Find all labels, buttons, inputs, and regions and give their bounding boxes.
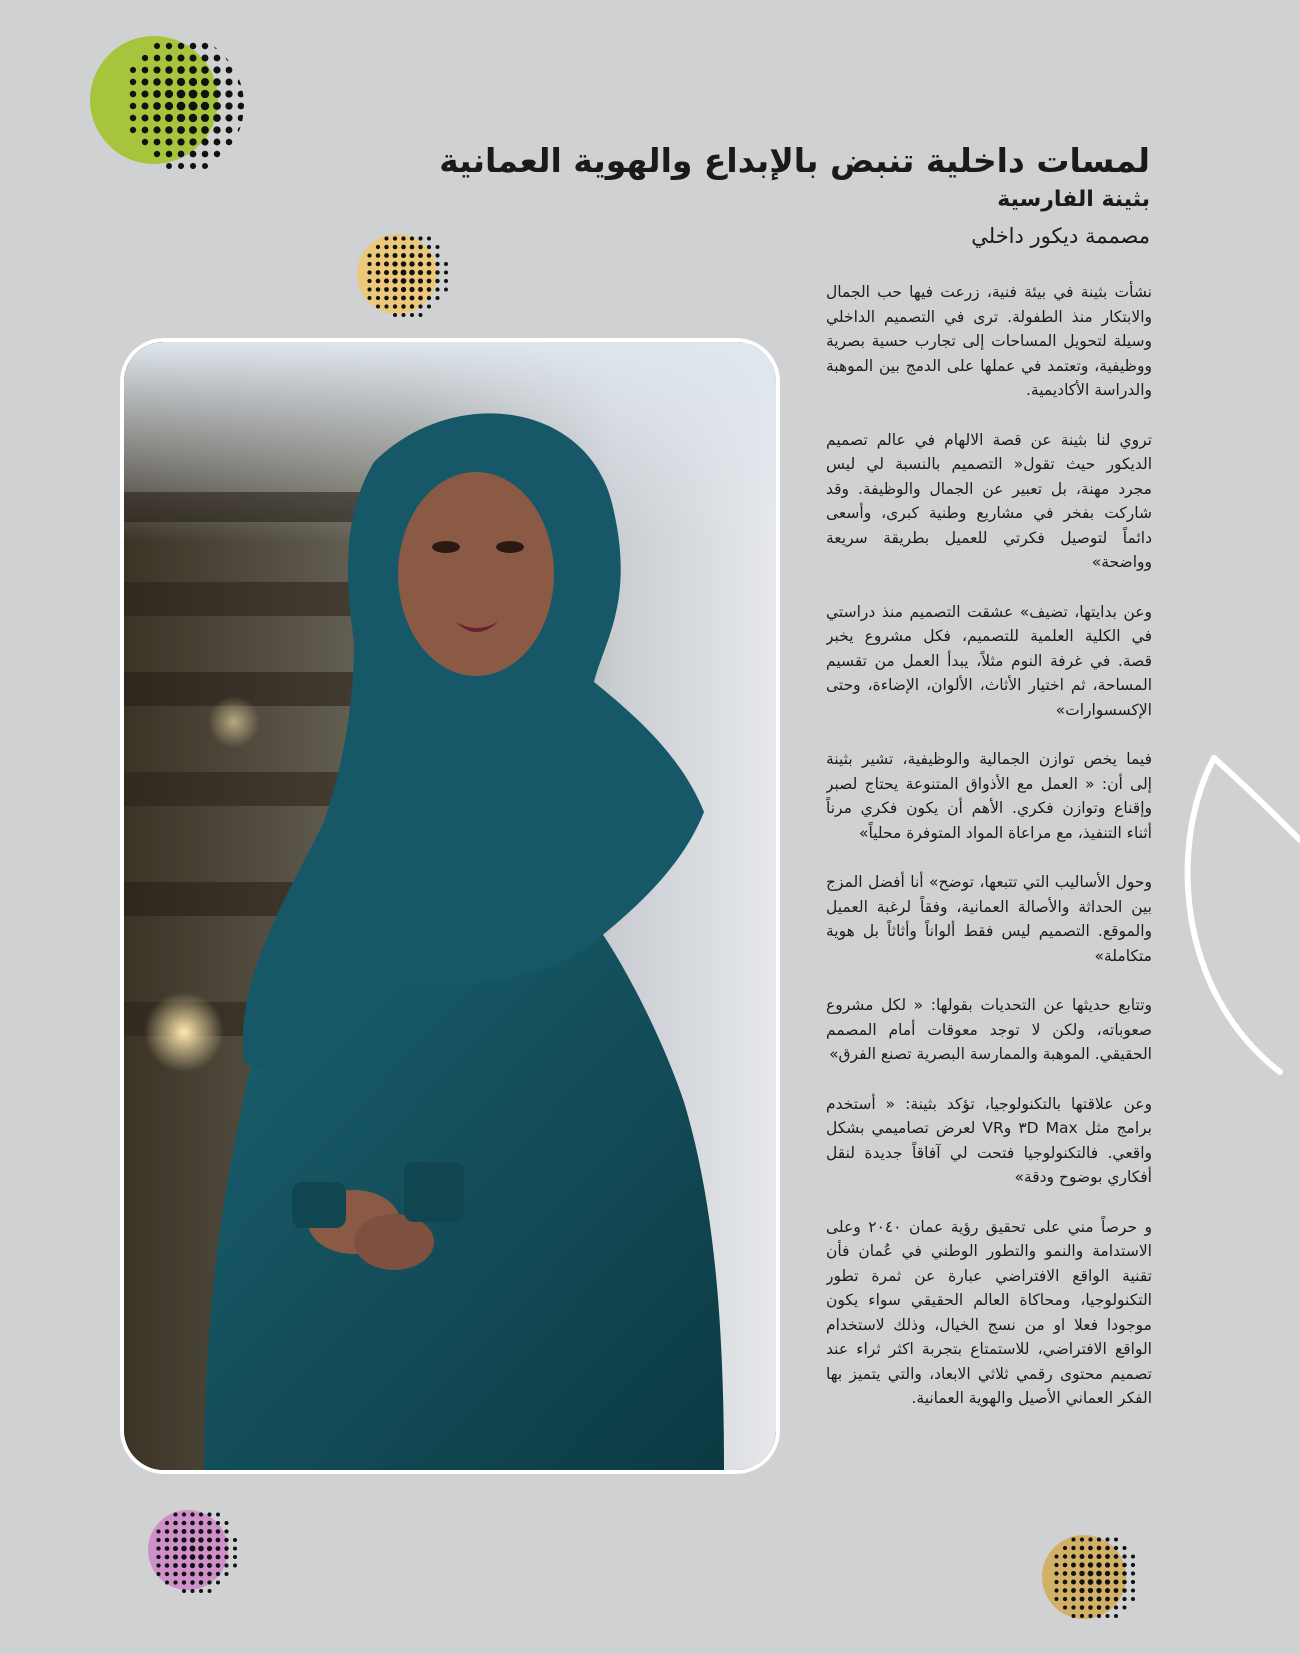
paragraph: وتتابع حديثها عن التحديات بقولها: « لكل مشروع صعوباته، ولكن لا توجد معوقات أمام المصمم الحقيقي. الموهبة والممارسة البصرية تصنع الفرق» xyxy=(826,996,1152,1063)
gold-dots-badge xyxy=(1040,1530,1144,1624)
article-header xyxy=(350,128,1150,248)
author-name: بثينة الفارسية xyxy=(997,187,1150,213)
author-role: مصممة ديكور داخلي xyxy=(971,224,1150,249)
paragraph: تروي لنا بثينة عن قصة الالهام في عالم تصميم الديكور حيث تقول« التصميم بالنسبة لي ليس مجرد مهنة، بل تعبير عن الجمال والوظيفة. وقد شاركت بفخر في مشاريع وطنية كبرى، وأسعى دائماً لتوصيل فكرتي للعميل بطريقة سريعة وواضحة» xyxy=(826,430,1152,571)
paragraph: فيما يخص توازن الجمالية والوظيفية، تشير بثينة إلى أن: « العمل مع الأذواق المتنوعة يحتاج لصبر وإقناع وتوازن فكري. الأهم أن يكون فكري مرناً أثناء التنفيذ، مع مراعاة المواد المتوفرة محلياً» xyxy=(826,750,1152,842)
paragraph: وعن بدايتها، تضيف» عشقت التصميم منذ دراستي في الكلية العلمية للتصميم، فكل مشروع يخبر قصة. في غرفة النوم مثلاً، يبدأ العمل من تقسيم المساحة، ثم اختيار الأثاث، الألوان، الإضاءة، وحتى الإكسسوارات» xyxy=(826,602,1152,719)
article-body xyxy=(826,280,1152,1480)
portrait-photo xyxy=(120,338,780,1474)
white-leaf-outline xyxy=(1180,750,1300,1080)
article-title: لمسات داخلية تنبض بالإبداع والهوية العمانية xyxy=(439,141,1150,180)
paragraph: نشأت بثينة في بيئة فنية، زرعت فيها حب الجمال والابتكار منذ الطفولة. ترى في التصميم الداخلي وسيلة لتحويل المساحات إلى تجارب حسية بصرية ووظيفية، وتعتمد في عملها على الدمج بين الموهبة والدراسة الأكاديمية. xyxy=(826,283,1152,399)
green-dots-badge xyxy=(84,30,244,180)
pink-dots-badge xyxy=(144,1504,244,1596)
paragraph: وحول الأساليب التي تتبعها، توضح» أنا أفضل المزج بين الحداثة والأصالة العمانية، وفقاً لرغبة العميل والموقع. التصميم ليس فقط ألواناً وأثاثاً بل هوية متكاملة» xyxy=(826,873,1152,965)
paragraph: و حرصاً مني على تحقيق رؤية عمان ٢٠٤٠ وعلى الاستدامة والنمو والتطور الوطني في عُمان فأن تقنية الواقع الافتراضي عبارة عن ثمرة تطور التكنولوجيا، ومحاكاة العالم الحقيقي سواء يكون موجودا فعلا او من نسج الخيال، وذلك لاستخدام الواقع الافتراضي، للاستمتاع بتجربة اكثر ثراء عند تصميم محتوى رقمي ثلاثي الابعاد، والتي يتميز بها الفكر العماني الأصيل والهوية العمانية. xyxy=(826,1217,1152,1407)
portrait-illustration xyxy=(124,342,776,1470)
paragraph: وعن علاقتها بالتكنولوجيا، تؤكد بثينة: « أستخدم برامج مثل ٣D Max وVR لعرض تصاميمي بشكل واقعي. فالتكنولوجيا فتحت لي آفاقاً جديدة لنقل أفكاري بوضوح ودقة» xyxy=(826,1094,1152,1186)
